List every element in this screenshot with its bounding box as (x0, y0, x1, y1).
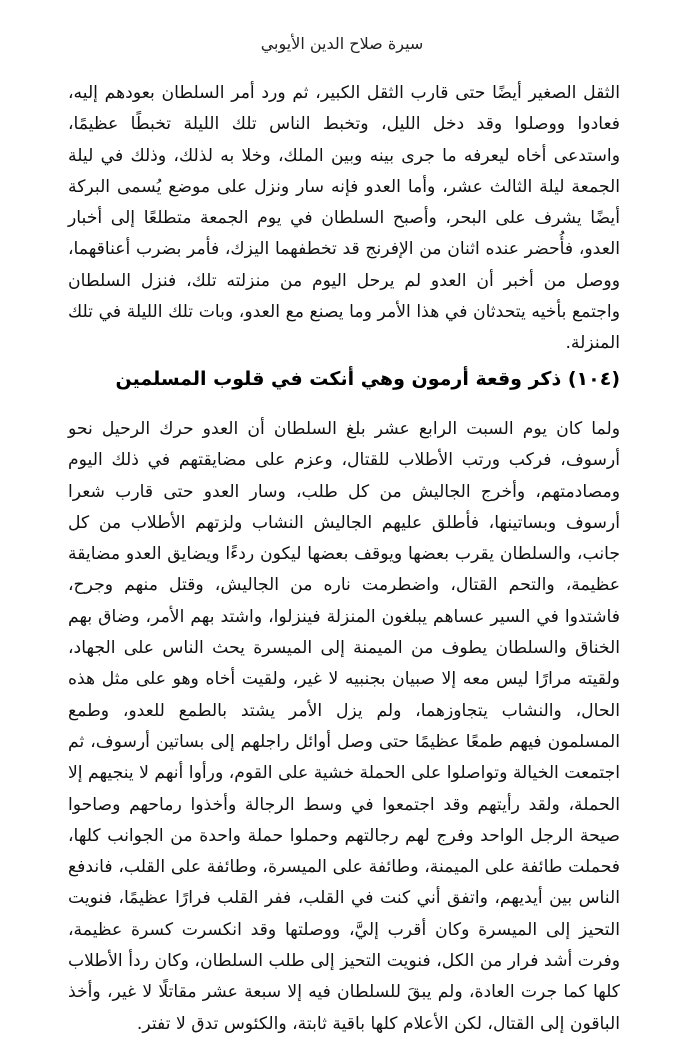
paragraph-section-body: ولما كان يوم السبت الرابع عشر بلغ السلطان أن العدو حرك الرحيل نحو أرسوف، فركب ورتب الأطلاب للقتال، وعزم على مضايقتهم في ذلك اليوم ومصادمتهم، وأخرج الجاليش من كل طلب، وسار العدو حتى قارب شعرا أرسوف وبساتينها، فأطلق عليهم الجاليش النشاب ولزتهم الأطلاب من كل جانب، والسلطان يقرب بعضها ويوقف بعضها ليكون ردءًا ويضايق العدو مضايقة عظيمة، والتحم القتال، واضطرمت ناره من الجاليش، وقتل منهم وجرح، فاشتدوا في السير عساهم يبلغون المنزلة فينزلوا، واشتد بهم الأمر، وضاق بهم الخناق والسلطان يطوف من الميمنة إلى الميسرة يحث الناس على الجهاد، ولقيته مرارًا ليس معه إلا صبيان بجنبيه لا غير، ولقيت أخاه وهو على مثل هذه الحال، والنشاب يتجاوزهما، ولم يزل الأمر يشتد بالطمع للعدو، وطمع المسلمون فيهم طمعًا عظيمًا حتى وصل أوائل راجلهم إلى بساتين أرسوف، ثم اجتمعت الخيالة وتواصلوا على الحملة خشية على القوم، ورأوا أنهم لا ينجيهم إلا الحملة، ولقد رأيتهم وقد اجتمعوا في وسط الرجالة وأخذوا رماحهم وصاحوا صيحة الرجل الواحد وفرج لهم رجالتهم وحملوا حملة واحدة من الجوانب كلها، فحملت طائفة على الميمنة، وطائفة على الميسرة، وطائفة على القلب، فاندفع الناس بين أيديهم، واتفق أني كنت في القلب، ففر القلب فرارًا عظيمًا، فنويت التحيز إلى الميسرة وكان أقرب إليَّ، ووصلتها وقد انكسرت كسرة عظيمة، وفرت أشد فرار من الكل، فنويت التحيز إلى طلب السلطان، وكان ردأ الأطلاب كلها كما جرت العادة، ولم يبقَ للسلطان فيه إلا سبعة عشر مقاتلًا لا غير، وأخذ الباقون إلى القتال، لكن الأعلام كلها باقية ثابتة، والكئوس تدق لا تفتر. (68, 419, 620, 1034)
paragraph-continuation: الثقل الصغير أيضًا حتى قارب الثقل الكبير، ثم ورد أمر السلطان بعودهم إليه، فعادوا ووصلوا وقد دخل الليل، وتخبط الناس تلك الليلة تخبطًا عظيمًا، واستدعى أخاه ليعرفه ما جرى بينه وبين الملك، وخلا به لذلك، وذلك في ليلة الجمعة ليلة الثالث عشر، وأما العدو فإنه سار ونزل على موضع يُسمى البركة أيضًا يشرف على البحر، وأصبح السلطان في يوم الجمعة متطلعًا إلى أخبار العدو، فأُحضر عنده اثنان من الإفرنج قد تخطفهما اليزك، فأمر بضرب أعناقهما، ووصل من أخبر أن العدو لم يرحل اليوم من منزلته تلك، فنزل السلطان واجتمع بأخيه يتحدثان في هذا الأمر وما يصنع مع العدو، وبات تلك الليلة في تلك المنزلة. (68, 83, 620, 354)
running-header: سيرة صلاح الدين الأيوبي (260, 34, 424, 53)
section-heading: (١٠٤) ذكر وقعة أرمون وهي أنكت في قلوب المسلمين (115, 368, 620, 390)
